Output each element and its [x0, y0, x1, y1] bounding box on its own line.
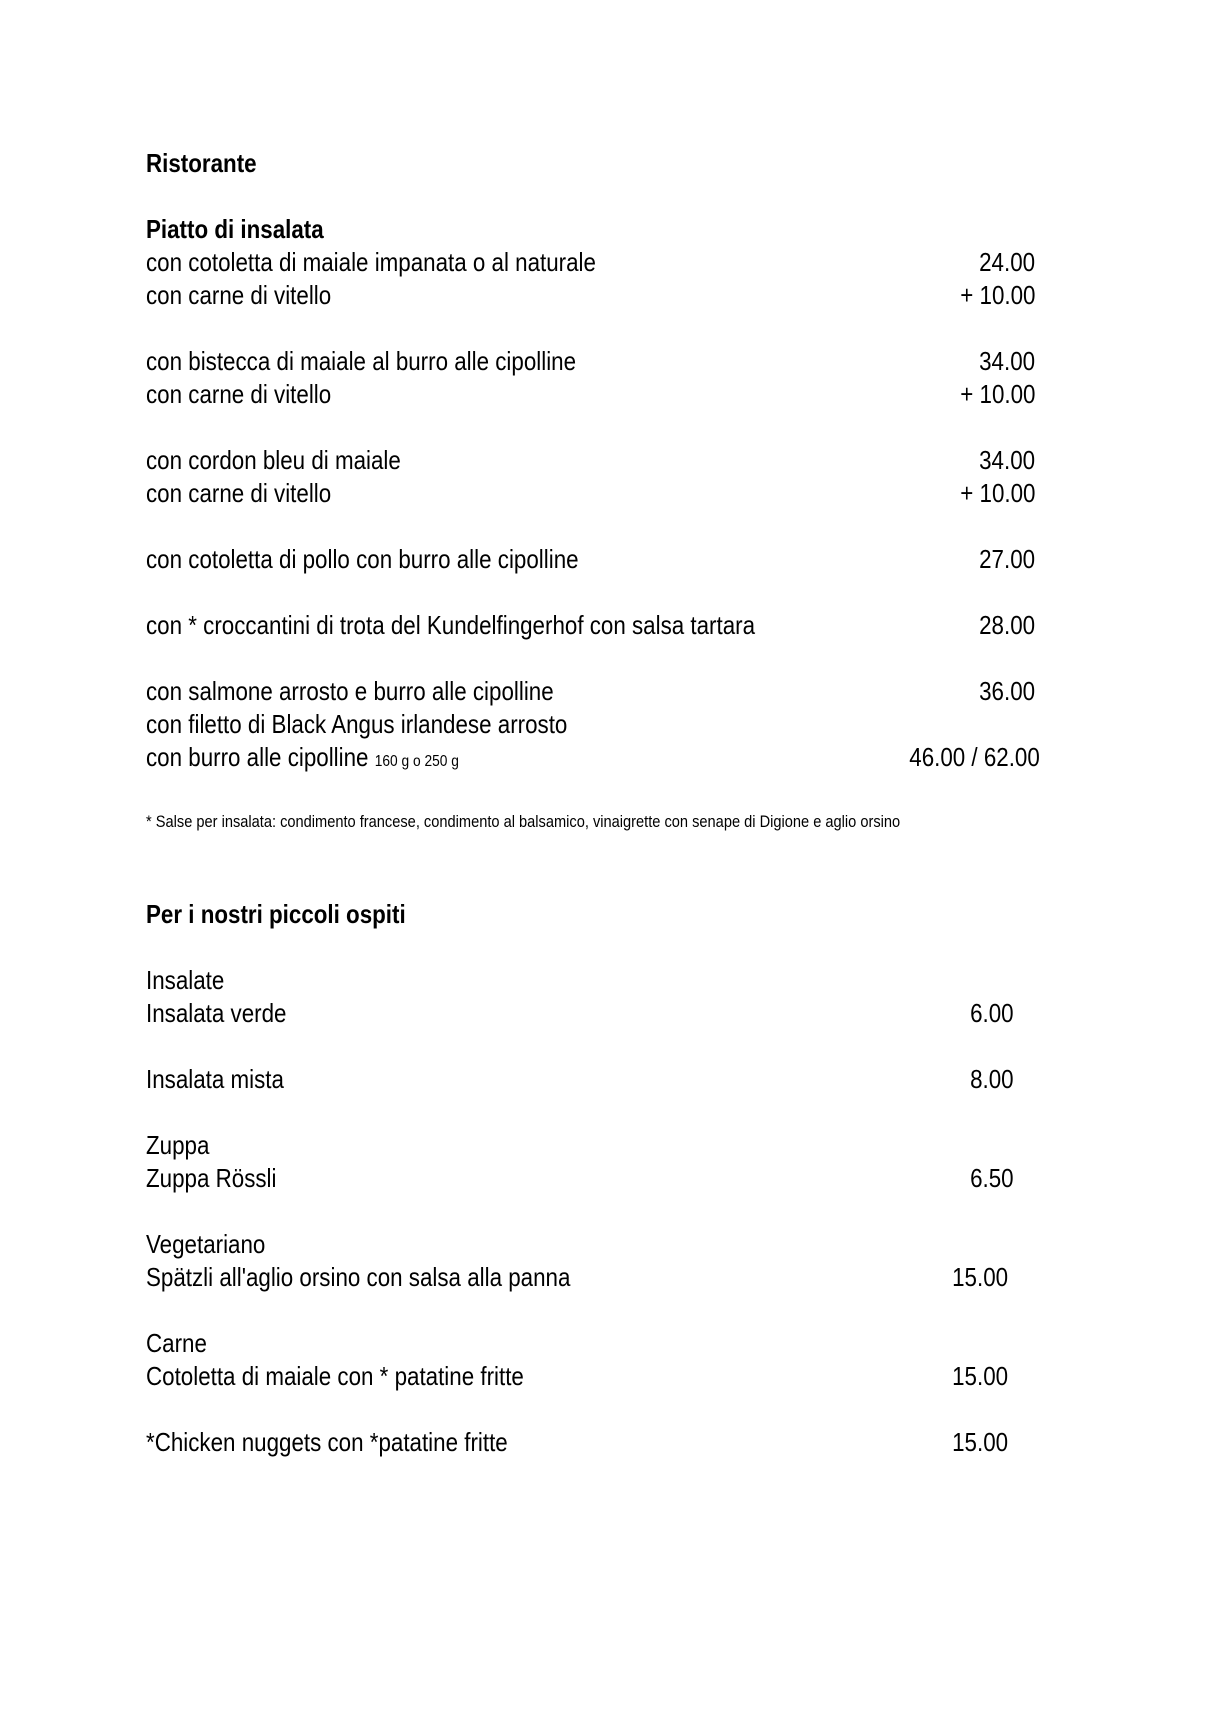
- menu-item-price: 15.00: [952, 1262, 1008, 1292]
- menu-item-weight-note: 160 g o 250 g: [374, 753, 459, 770]
- kids-heading: Per i nostri piccoli ospiti: [146, 899, 406, 929]
- menu-item-price: 6.50: [970, 1163, 1014, 1193]
- menu-item-price: 24.00: [979, 247, 1035, 277]
- menu-item-label: Spätzli all'aglio orsino con salsa alla panna: [146, 1262, 571, 1292]
- menu-item-price: 28.00: [979, 610, 1035, 640]
- kids-category-label: Carne: [146, 1328, 207, 1358]
- menu-item-price: 8.00: [970, 1064, 1014, 1094]
- menu-item-label: Zuppa Rössli: [146, 1163, 277, 1193]
- menu-item-label: con cotoletta di maiale impanata o al naturale: [146, 247, 596, 277]
- menu-item-label: [146, 742, 459, 777]
- menu-item-price: 36.00: [979, 676, 1035, 706]
- menu-item-price: + 10.00: [959, 478, 1035, 508]
- menu-item-label: *Chicken nuggets con *patatine fritte: [146, 1427, 508, 1457]
- menu-item-price: 46.00 / 62.00: [909, 742, 1040, 772]
- menu-item-price: 27.00: [979, 544, 1035, 574]
- menu-item-label: con carne di vitello: [146, 280, 332, 310]
- kids-category-label: Zuppa: [146, 1130, 210, 1160]
- menu-item-price: 6.00: [970, 998, 1014, 1028]
- menu-item-label: con cotoletta di pollo con burro alle cipolline: [146, 544, 579, 574]
- menu-item-label: con bistecca di maiale al burro alle cipolline: [146, 346, 577, 376]
- menu-item-label: con salmone arrosto e burro alle cipolline: [146, 676, 554, 706]
- menu-item-label-main: con burro alle cipolline: [146, 742, 369, 772]
- kids-category-label: Insalate: [146, 965, 225, 995]
- salad-footnote: * Salse per insalata: condimento francese, condimento al balsamico, vinaigrette con senape di Digione e aglio orsino: [146, 812, 901, 831]
- kids-category-label: Vegetariano: [146, 1229, 266, 1259]
- menu-item-price: 15.00: [952, 1361, 1008, 1391]
- menu-item-price: 34.00: [979, 346, 1035, 376]
- page-title: Ristorante: [146, 148, 257, 178]
- menu-item-label: Insalata verde: [146, 998, 287, 1028]
- menu-item-price: 15.00: [952, 1427, 1008, 1457]
- salad-heading: Piatto di insalata: [146, 214, 324, 244]
- menu-item-label: con cordon bleu di maiale: [146, 445, 401, 475]
- menu-item-label: con filetto di Black Angus irlandese arrosto: [146, 709, 568, 739]
- menu-item-price: 34.00: [979, 445, 1035, 475]
- menu-item-label: con carne di vitello: [146, 379, 332, 409]
- menu-item-label: con * croccantini di trota del Kundelfingerhof con salsa tartara: [146, 610, 756, 640]
- menu-item-label: con carne di vitello: [146, 478, 332, 508]
- menu-item-price: + 10.00: [959, 280, 1035, 310]
- menu-item-price: + 10.00: [959, 379, 1035, 409]
- menu-item-label: Insalata mista: [146, 1064, 284, 1094]
- menu-item-label: Cotoletta di maiale con * patatine fritte: [146, 1361, 524, 1391]
